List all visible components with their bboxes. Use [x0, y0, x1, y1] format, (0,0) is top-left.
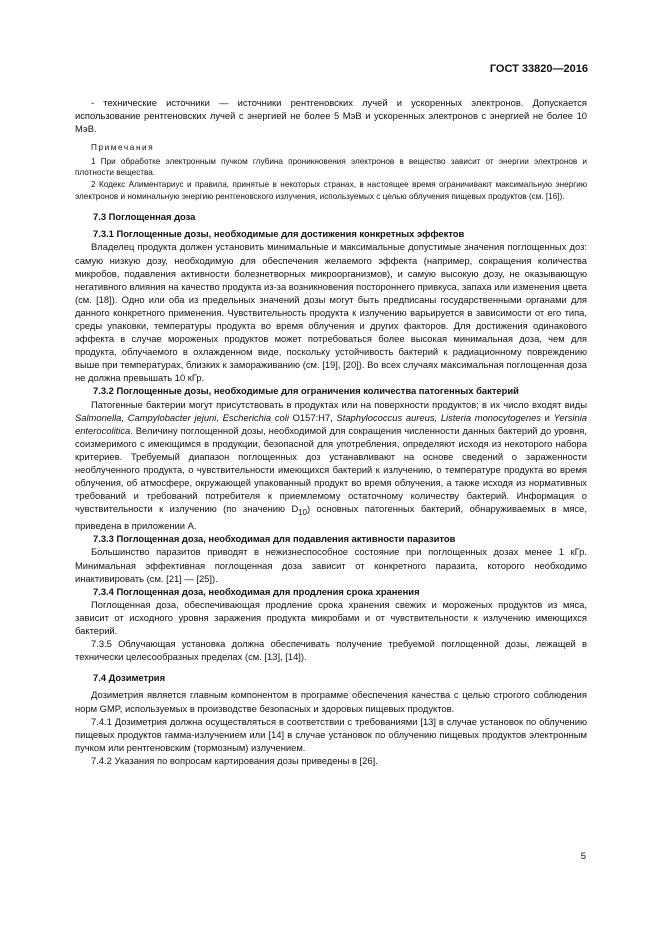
text-run: O157:H7,: [288, 411, 337, 423]
section-7-4-2-text: 7.4.2 Указания по вопросам картирования дозы приведены в [26].: [91, 754, 378, 766]
section-7-4-heading: 7.4 Дозиметрия: [93, 672, 166, 684]
intro-paragraph: - технические источники — источники рентгеновских лучей и ускоренных электронов. Допускается использование рентгеновских лучей с энергией не более 5 МэВ и ускоренных электронов с энергией не более 10 МэВ.: [75, 97, 587, 135]
page-number: 5: [580, 851, 586, 862]
section-7-4-text: Дозиметрия является главным компонентом в программе обеспечения качества с целью строгого соблюдения норм GMP, используемых в производстве безопасных и здоровых пищевых продуктов.: [75, 689, 587, 714]
section-7-3-1-heading: 7.3.1 Поглощенные дозы, необходимые для достижения конкретных эффектов: [93, 228, 465, 240]
notes-block: [75, 142, 587, 202]
species-list-2: Staphylococcus aureus, Listeria monocytogenes: [336, 411, 541, 423]
document-number: ГОСТ 33820—2016: [489, 63, 588, 75]
note-1: 1 При обработке электронным пучком глубина проникновения электронов в вещество зависит от энергии электронов и плотности вещества.: [75, 156, 587, 178]
section-7-3-2-text: [75, 398, 587, 533]
species-list-1: Salmonella, Campylobacter jejuni, Escherichia coli: [75, 411, 289, 423]
section-7-3-3-text: Большинство паразитов приводят в нежизнеспособное состояние при поглощенных дозах менее 1 кГр. Минимальная эффективная поглощенная доза зависит от конкретного паразита, которого необходимо инактивировать (см. [21] — [25]).: [75, 546, 587, 584]
note-2: 2 Кодекс Алиментариус и правила, принятые в некоторых странах, в настоящее время ограничивают максимальную энергию электронов и номинальную энергию рентгеновского излучения, используемых с целью облучения пищевых продуктов (см. [16]).: [75, 180, 587, 201]
text-run: . Величину поглощенной дозы, необходимой для сокращения численности данных бактерий до уровня, соизмеримого с имеющимся в продукции, безопасной для употребления, определяют исходя из некоторого набора критериев. Требуемый диапазон поглощенных доз устанавливают на основе сведений о зараженности необлученного продукта, о чувствительности имеющихся бактерий к излучению, о температуре продукта во время облучения, об атмосфере, окружающей упакованный продукт во время облучения, а также исходя из нормативных требований и требований потребителя к приемлемому остаточному количеству бактерий. Информация о чувствительности к излучению (по значению D: [75, 424, 587, 515]
section-7-3-2-heading: 7.3.2 Поглощенные дозы, необходимые для ограничения количества патогенных бактерий: [93, 385, 519, 397]
section-7-3-4-text: Поглощенная доза, обеспечивающая продление срока хранения свежих и мороженых продуктов из мяса, зависит от исходного уровня заражения продукта микробами и от чувствительности к излучению имеющихся бактерий.: [75, 598, 587, 637]
section-7-3-1-text: Владелец продукта должен установить минимальные и максимальные допустимые значения поглощенных доз: самую низкую дозу, необходимую для обеспечения желаемого эффекта (например, сокращения количества микробов, подавления активности болезнетворных микроорганизмов), и самую высокую дозу, не оказывающую негативного влияния на качество продукта из-за возникновения постороннего привкуса, запаха или изменения цвета (см. [18]). Одно или оба из предельных значений дозы могут быть предписаны государственными органами для данного конкретного применения. Чувствительность продукта к излучению варьируется в зависимости от его типа, среды упаковки, температуры продукта во время облучения и других факторов. Для достижения одинакового эффекта в случае мороженых продуктов может потребоваться более высокая минимальная доза, чем для продукта, облучаемого в охлажденном виде, поскольку устойчивость бактерий к радиационному повреждению выше при температурах, близких к замораживанию (см. [19], [20]). Во всех случаях максимальная поглощенная доза не должна превышать 10 кГр.: [75, 241, 587, 384]
page-content: [75, 96, 587, 767]
species-list-3: Yersinia enterocolitica: [75, 411, 587, 436]
section-7-3-4-heading: 7.3.4 Поглощенная доза, необходимая для продления срока хранения: [93, 585, 420, 597]
section-7-3-5-text: 7.3.5 Облучающая установка должна обеспечивать получение требуемой поглощенной дозы, лежащей в технически целесообразных пределах (см. [13], [14]).: [75, 638, 587, 663]
subscript-10: 10: [298, 508, 307, 518]
section-7-3-3-heading: 7.3.3 Поглощенная доза, необходимая для подавления активности паразитов: [93, 533, 456, 545]
text-run: и: [540, 411, 554, 423]
text-run: ) основных патогенных бактерий, обнаруживаемых в мясе, приведена в приложении А.: [75, 503, 587, 532]
section-7-3-heading: 7.3 Поглощенная доза: [93, 211, 196, 223]
text-run: Патогенные бактерии могут присутствовать в продуктах или на поверхности продуктов; в их число входят виды: [91, 398, 587, 410]
notes-title: Примечания: [91, 143, 155, 153]
section-7-4-1-text: 7.4.1 Дозиметрия должна осуществляться в соответствии с требованиями [13] в случае установок по облучению пищевых продуктов гамма-излучением или [14] в случае установок по облучению пищевых продуктов электронным пучком или рентгеновским (тормозным) излучением.: [75, 715, 587, 753]
